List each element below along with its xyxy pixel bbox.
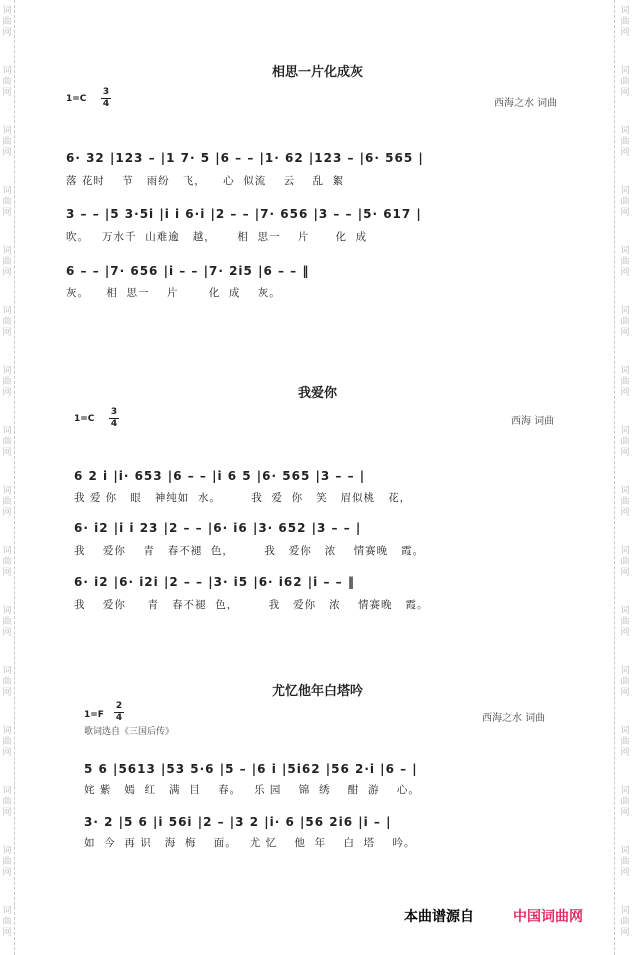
notation-line: 6 – – |7· 656 |i – – |7· 2i5 |6 – – ‖: [66, 264, 310, 278]
meter-bottom: 4: [115, 713, 123, 723]
watermark-text: 词曲网: [620, 246, 630, 278]
lyric-line: 我 爱 你 眼 神纯如 水。 我 爱 你 笑 眉似桃 花，: [74, 492, 412, 504]
song-key: 1=C: [66, 94, 87, 104]
meter-top: 3: [102, 87, 110, 97]
notation-line: 6 2 i |i· 653 |6 – – |i 6 5 |6· 565 |3 – – |: [74, 469, 366, 483]
watermark-text: 词曲网: [2, 726, 12, 758]
lyric-line: 我 爱你 青 春不褪 色， 我 爱你 浓 情赛晚 霞。: [74, 599, 429, 611]
watermark-text: 词曲网: [2, 486, 12, 518]
watermark-text: 词曲网: [620, 126, 630, 158]
watermark-text: 词曲网: [620, 666, 630, 698]
watermark-text: 词曲网: [2, 846, 12, 878]
song-credit: 西海之水 词曲: [494, 98, 558, 109]
song-key: 1=C: [74, 414, 95, 424]
right-watermark-strip: [614, 0, 635, 955]
watermark-text: 词曲网: [2, 366, 12, 398]
song-key: 1=F: [84, 710, 104, 720]
meter-bottom: 4: [110, 419, 118, 429]
time-signature: [101, 88, 111, 109]
lyric-line: 灰。 相 思一 片 化 成 灰。: [66, 287, 281, 299]
song-title: 相思一片化成灰: [271, 65, 363, 80]
song-title: 我爱你: [297, 386, 337, 401]
watermark-text: 词曲网: [2, 66, 12, 98]
watermark-text: 词曲网: [2, 246, 12, 278]
notation-line: 6· 32 |123 – |1 7· 5 |6 – – |1· 62 |123 – |6· 565 |: [66, 151, 424, 165]
time-signature: [109, 408, 119, 429]
lyric-line: 姹 紫 嫣 红 满 目 春。 乐 园 锦 绣 酣 游 心。: [84, 784, 420, 796]
watermark-text: 词曲网: [620, 366, 630, 398]
notation-line: 3· 2 |5 6 |i 56i |2 – |3 2 |i· 6 |56 2i6 |i – |: [84, 815, 392, 829]
song-title: 尤忆他年白塔吟: [271, 684, 363, 699]
time-signature: [114, 702, 124, 723]
site-name-link[interactable]: 中国词曲网: [513, 909, 583, 925]
watermark-text: 词曲网: [2, 6, 12, 38]
lyrics-source-note: 歌词选自《三国后传》: [84, 727, 175, 737]
notation-line: 3 – – |5 3·5i |i i 6·i |2 – – |7· 656 |3 – – |5· 617 |: [66, 207, 422, 221]
notation-line: 5 6 |5613 |53 5·6 |5 – |6 i |5i62 |56 2·i |6 – |: [84, 762, 418, 776]
song-credit: 西海 词曲: [511, 416, 555, 427]
meter-top: 2: [115, 701, 123, 711]
left-watermark-strip: [0, 0, 15, 955]
watermark-text: 词曲网: [2, 786, 12, 818]
watermark-text: 词曲网: [620, 6, 630, 38]
meter-top: 3: [110, 407, 118, 417]
lyric-line: 如 今 再 识 海 梅 面。 尤 忆 他 年 白 塔 吟。: [84, 837, 416, 849]
lyric-line: 我 爱你 青 春不褪 色， 我 爱你 浓 情赛晚 霞。: [74, 545, 425, 557]
lyric-line: 吹。 万水千 山难逾 越， 相 思一 片 化 成: [66, 231, 368, 243]
watermark-text: 词曲网: [620, 306, 630, 338]
watermark-text: 词曲网: [2, 606, 12, 638]
watermark-text: 词曲网: [620, 66, 630, 98]
watermark-text: 词曲网: [2, 666, 12, 698]
watermark-text: 词曲网: [2, 306, 12, 338]
source-label: 本曲谱源自: [404, 909, 474, 925]
watermark-text: 词曲网: [620, 486, 630, 518]
watermark-text: 词曲网: [2, 126, 12, 158]
watermark-text: 词曲网: [2, 426, 12, 458]
watermark-text: 词曲网: [620, 786, 630, 818]
watermark-text: 词曲网: [620, 546, 630, 578]
watermark-text: 词曲网: [620, 726, 630, 758]
watermark-text: 词曲网: [620, 426, 630, 458]
watermark-text: 词曲网: [2, 186, 12, 218]
watermark-text: 词曲网: [620, 906, 630, 938]
notation-line: 6· i2 |i i 23 |2 – – |6· i6 |3· 652 |3 – – |: [74, 521, 362, 535]
watermark-text: 词曲网: [2, 546, 12, 578]
watermark-text: 词曲网: [620, 186, 630, 218]
lyric-line: 落 花时 节 雨纷 飞， 心 似流 云 乱 絮: [66, 175, 345, 187]
watermark-text: 词曲网: [620, 606, 630, 638]
meter-bottom: 4: [102, 99, 110, 109]
watermark-text: 词曲网: [620, 846, 630, 878]
notation-line: 6· i2 |6· i2i |2 – – |3· i5 |6· i62 |i – – ‖: [74, 575, 355, 589]
watermark-text: 词曲网: [2, 906, 12, 938]
song-credit: 西海之水 词曲: [482, 713, 546, 724]
